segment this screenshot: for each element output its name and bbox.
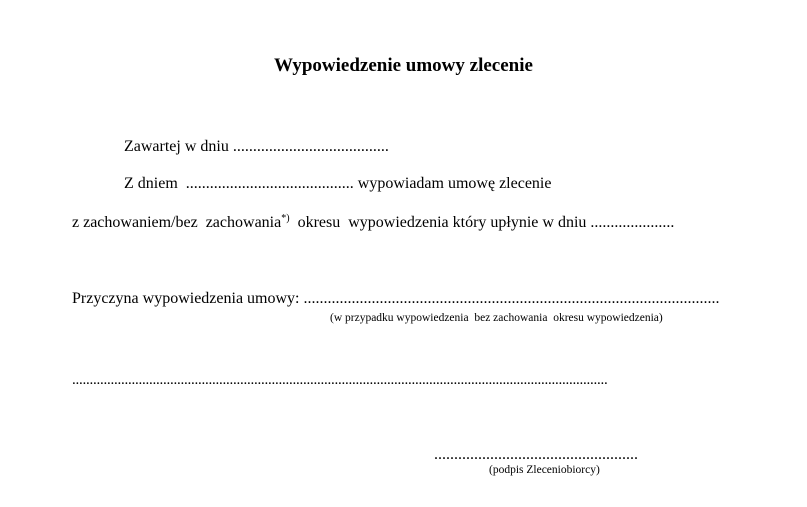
- notice-end-date-field[interactable]: .....................: [590, 214, 675, 231]
- reason-note: (w przypadku wypowiedzenia bez zachowania okresu wypowiedzenia): [330, 312, 663, 324]
- notice-period-text-a: z zachowaniem/bez zachowania: [72, 214, 282, 231]
- reason-line: [72, 289, 719, 309]
- contract-date-line: [124, 137, 389, 157]
- notice-period-text-b: okresu wypowiedzenia który upłynie w dniu: [297, 214, 587, 231]
- signature-caption: (podpis Zleceniobiorcy): [489, 464, 600, 476]
- contract-date-field[interactable]: .......................................: [232, 138, 389, 155]
- reason-field[interactable]: ........................................................................................................: [303, 290, 720, 307]
- notice-period-line: [72, 213, 674, 233]
- reason-label: Przyczyna wypowiedzenia umowy:: [72, 290, 300, 307]
- termination-date-line: [124, 174, 551, 194]
- document-title: Wypowiedzenie umowy zlecenie: [274, 55, 533, 76]
- termination-date-field[interactable]: ..........................................: [185, 175, 354, 192]
- signature-field[interactable]: ...................................................: [434, 446, 638, 463]
- contract-date-label: Zawartej w dniu: [124, 138, 229, 155]
- additional-field[interactable]: .........................................................................................................................................................: [72, 372, 608, 388]
- footnote-mark: *): [281, 213, 290, 224]
- termination-date-prefix: Z dniem: [124, 175, 178, 192]
- termination-date-suffix: wypowiadam umowę zlecenie: [357, 175, 552, 192]
